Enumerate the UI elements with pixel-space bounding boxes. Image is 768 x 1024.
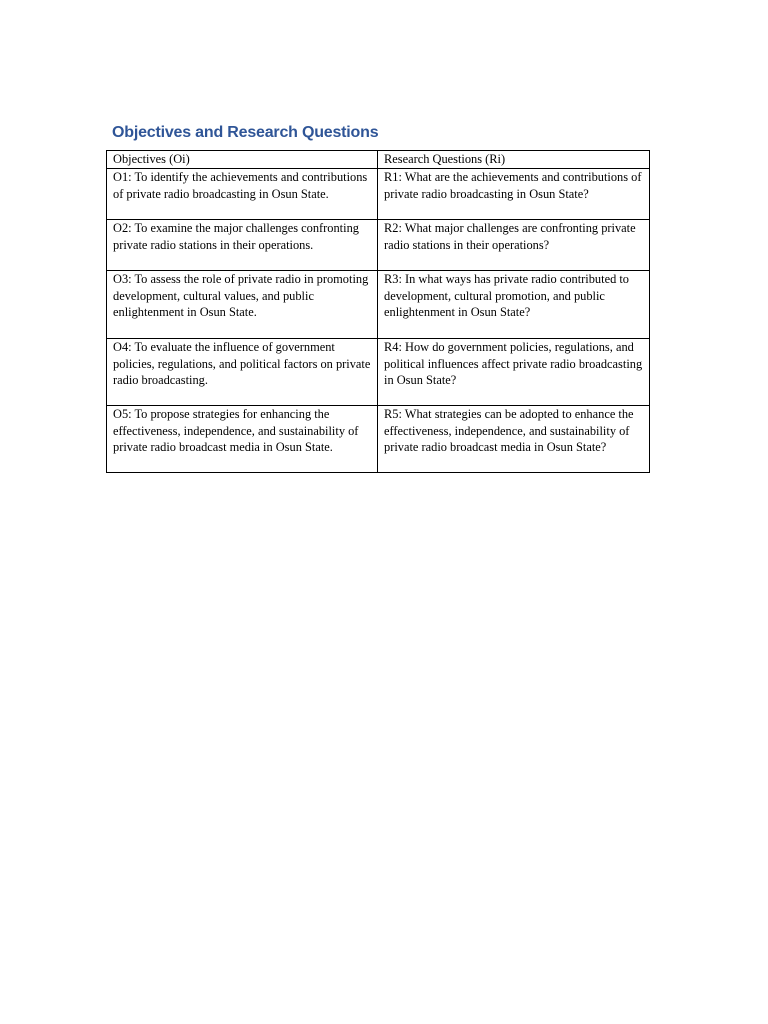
objectives-table xyxy=(106,150,650,473)
objective-cell: O3: To assess the role of private radio in promoting development, cultural values, and public enlightenment in Osun State. xyxy=(107,270,378,338)
table-row xyxy=(107,270,650,338)
table-row xyxy=(107,168,650,219)
question-cell: R5: What strategies can be adopted to enhance the effectiveness, independence, and sustainability of private radio broadcast media in Osun State? xyxy=(378,405,650,472)
question-cell: R4: How do government policies, regulations, and political influences affect private radio broadcasting in Osun State? xyxy=(378,338,650,405)
table-row xyxy=(107,219,650,270)
section-heading: Objectives and Research Questions xyxy=(112,124,379,141)
question-cell: R3: In what ways has private radio contributed to development, cultural promotion, and public enlightenment in Osun State? xyxy=(378,270,650,338)
question-cell: R1: What are the achievements and contributions of private radio broadcasting in Osun State? xyxy=(378,168,650,219)
table-row xyxy=(107,338,650,405)
table-header-row xyxy=(107,151,650,169)
objective-cell: O1: To identify the achievements and contributions of private radio broadcasting in Osun State. xyxy=(107,168,378,219)
header-objectives: Objectives (Oi) xyxy=(107,151,378,169)
objective-cell: O2: To examine the major challenges confronting private radio stations in their operations. xyxy=(107,219,378,270)
objective-cell: O5: To propose strategies for enhancing the effectiveness, independence, and sustainability of private radio broadcast media in Osun State. xyxy=(107,405,378,472)
header-research-questions: Research Questions (Ri) xyxy=(378,151,650,169)
question-cell: R2: What major challenges are confronting private radio stations in their operations? xyxy=(378,219,650,270)
table-row xyxy=(107,405,650,472)
objective-cell: O4: To evaluate the influence of government policies, regulations, and political factors on private radio broadcasting. xyxy=(107,338,378,405)
